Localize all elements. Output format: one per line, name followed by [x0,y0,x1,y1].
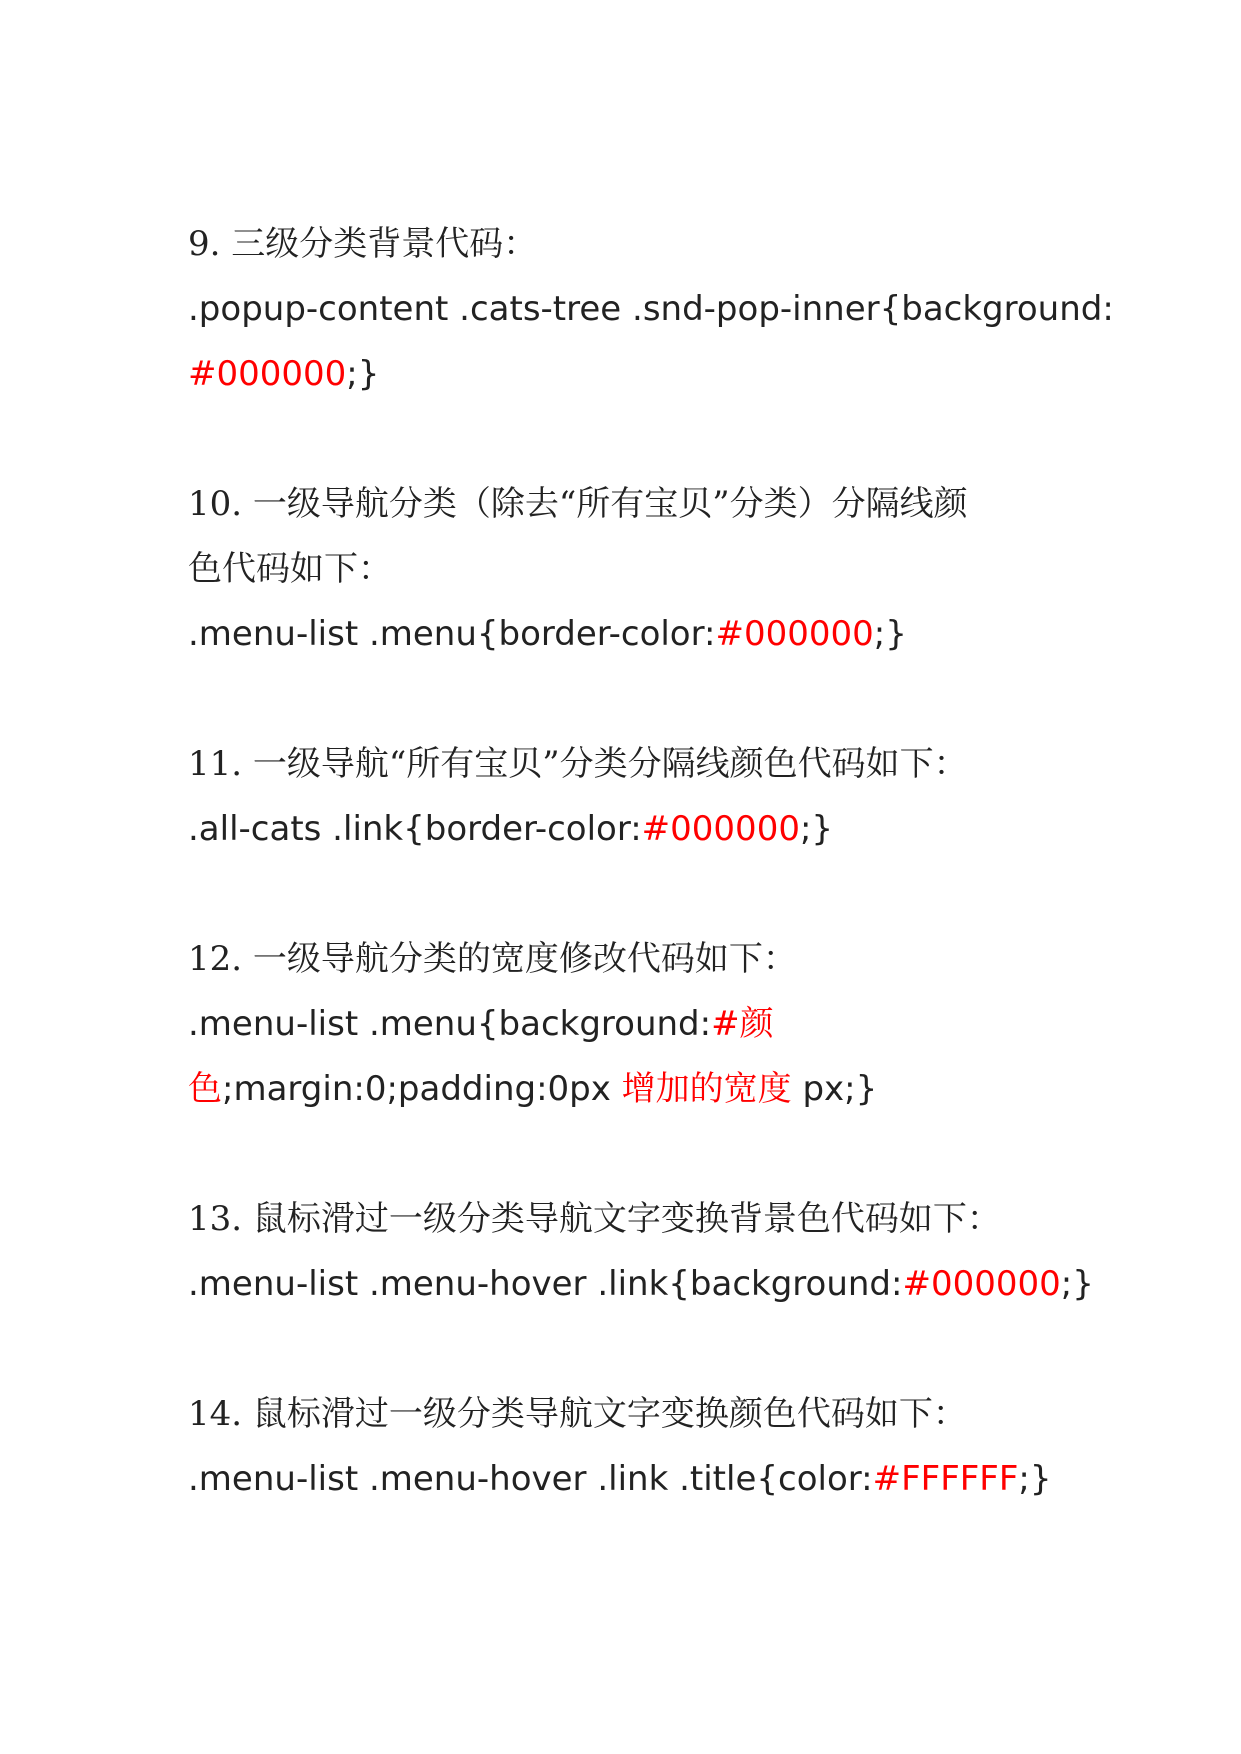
section-12 [188,927,1088,1122]
code-prefix: .menu-list .menu{background: [188,1004,712,1044]
color-value: #000000 [902,1264,1061,1304]
code-line [188,1057,1088,1122]
color-value: #颜 [711,1004,774,1044]
code-line [188,992,1088,1057]
code-suffix: ;} [873,614,907,654]
code-line [188,602,1088,667]
code-prefix: .all-cats .link{border-color: [188,809,642,849]
code-prefix: .menu-list .menu-hover .link{background: [188,1264,903,1304]
color-value: #000000 [188,354,347,394]
section-heading: 11. 一级导航“所有宝贝”分类分隔线颜色代码如下： [188,744,968,784]
code-middle: ;margin:0;padding:0px [222,1069,622,1109]
code-suffix: ;} [799,809,834,849]
section-heading: 12. 一级导航分类的宽度修改代码如下： [188,939,797,979]
section-heading: 13. 鼠标滑过一级分类导航文字变换背景色代码如下： [188,1199,1001,1239]
section-heading: 10. 一级导航分类（除去“所有宝贝”分类）分隔线颜 [188,484,968,524]
section-heading-continued: 色代码如下： [188,549,392,589]
code-suffix: ;} [1060,1264,1094,1304]
code-suffix: ;} [1018,1459,1052,1499]
code-line [188,1252,1094,1317]
code-line [188,342,1088,407]
color-value-continued: 色 [188,1069,222,1109]
color-value: #FFFFFF [872,1459,1019,1499]
code-prefix: .menu-list .menu{border-color: [188,614,716,654]
width-placeholder: 增加的宽度 [621,1069,792,1109]
code-line [188,797,1088,862]
code-line: .popup-content .cats-tree .snd-pop-inner{background: [188,289,1114,329]
code-prefix: .menu-list .menu-hover .link .title{color: [188,1459,873,1499]
document-content [188,212,1114,1577]
code-suffix: px;} [791,1069,878,1109]
code-line [188,1447,1088,1512]
section-11 [188,732,1088,862]
code-suffix: ;} [346,354,380,394]
section-14 [188,1382,1088,1512]
section-heading: 9. 三级分类背景代码： [188,224,538,264]
section-10 [188,472,1088,667]
section-heading: 14. 鼠标滑过一级分类导航文字变换颜色代码如下： [188,1394,967,1434]
color-value: #000000 [641,809,800,849]
section-9 [188,212,1114,407]
section-13 [188,1187,1094,1317]
color-value: #000000 [715,614,874,654]
